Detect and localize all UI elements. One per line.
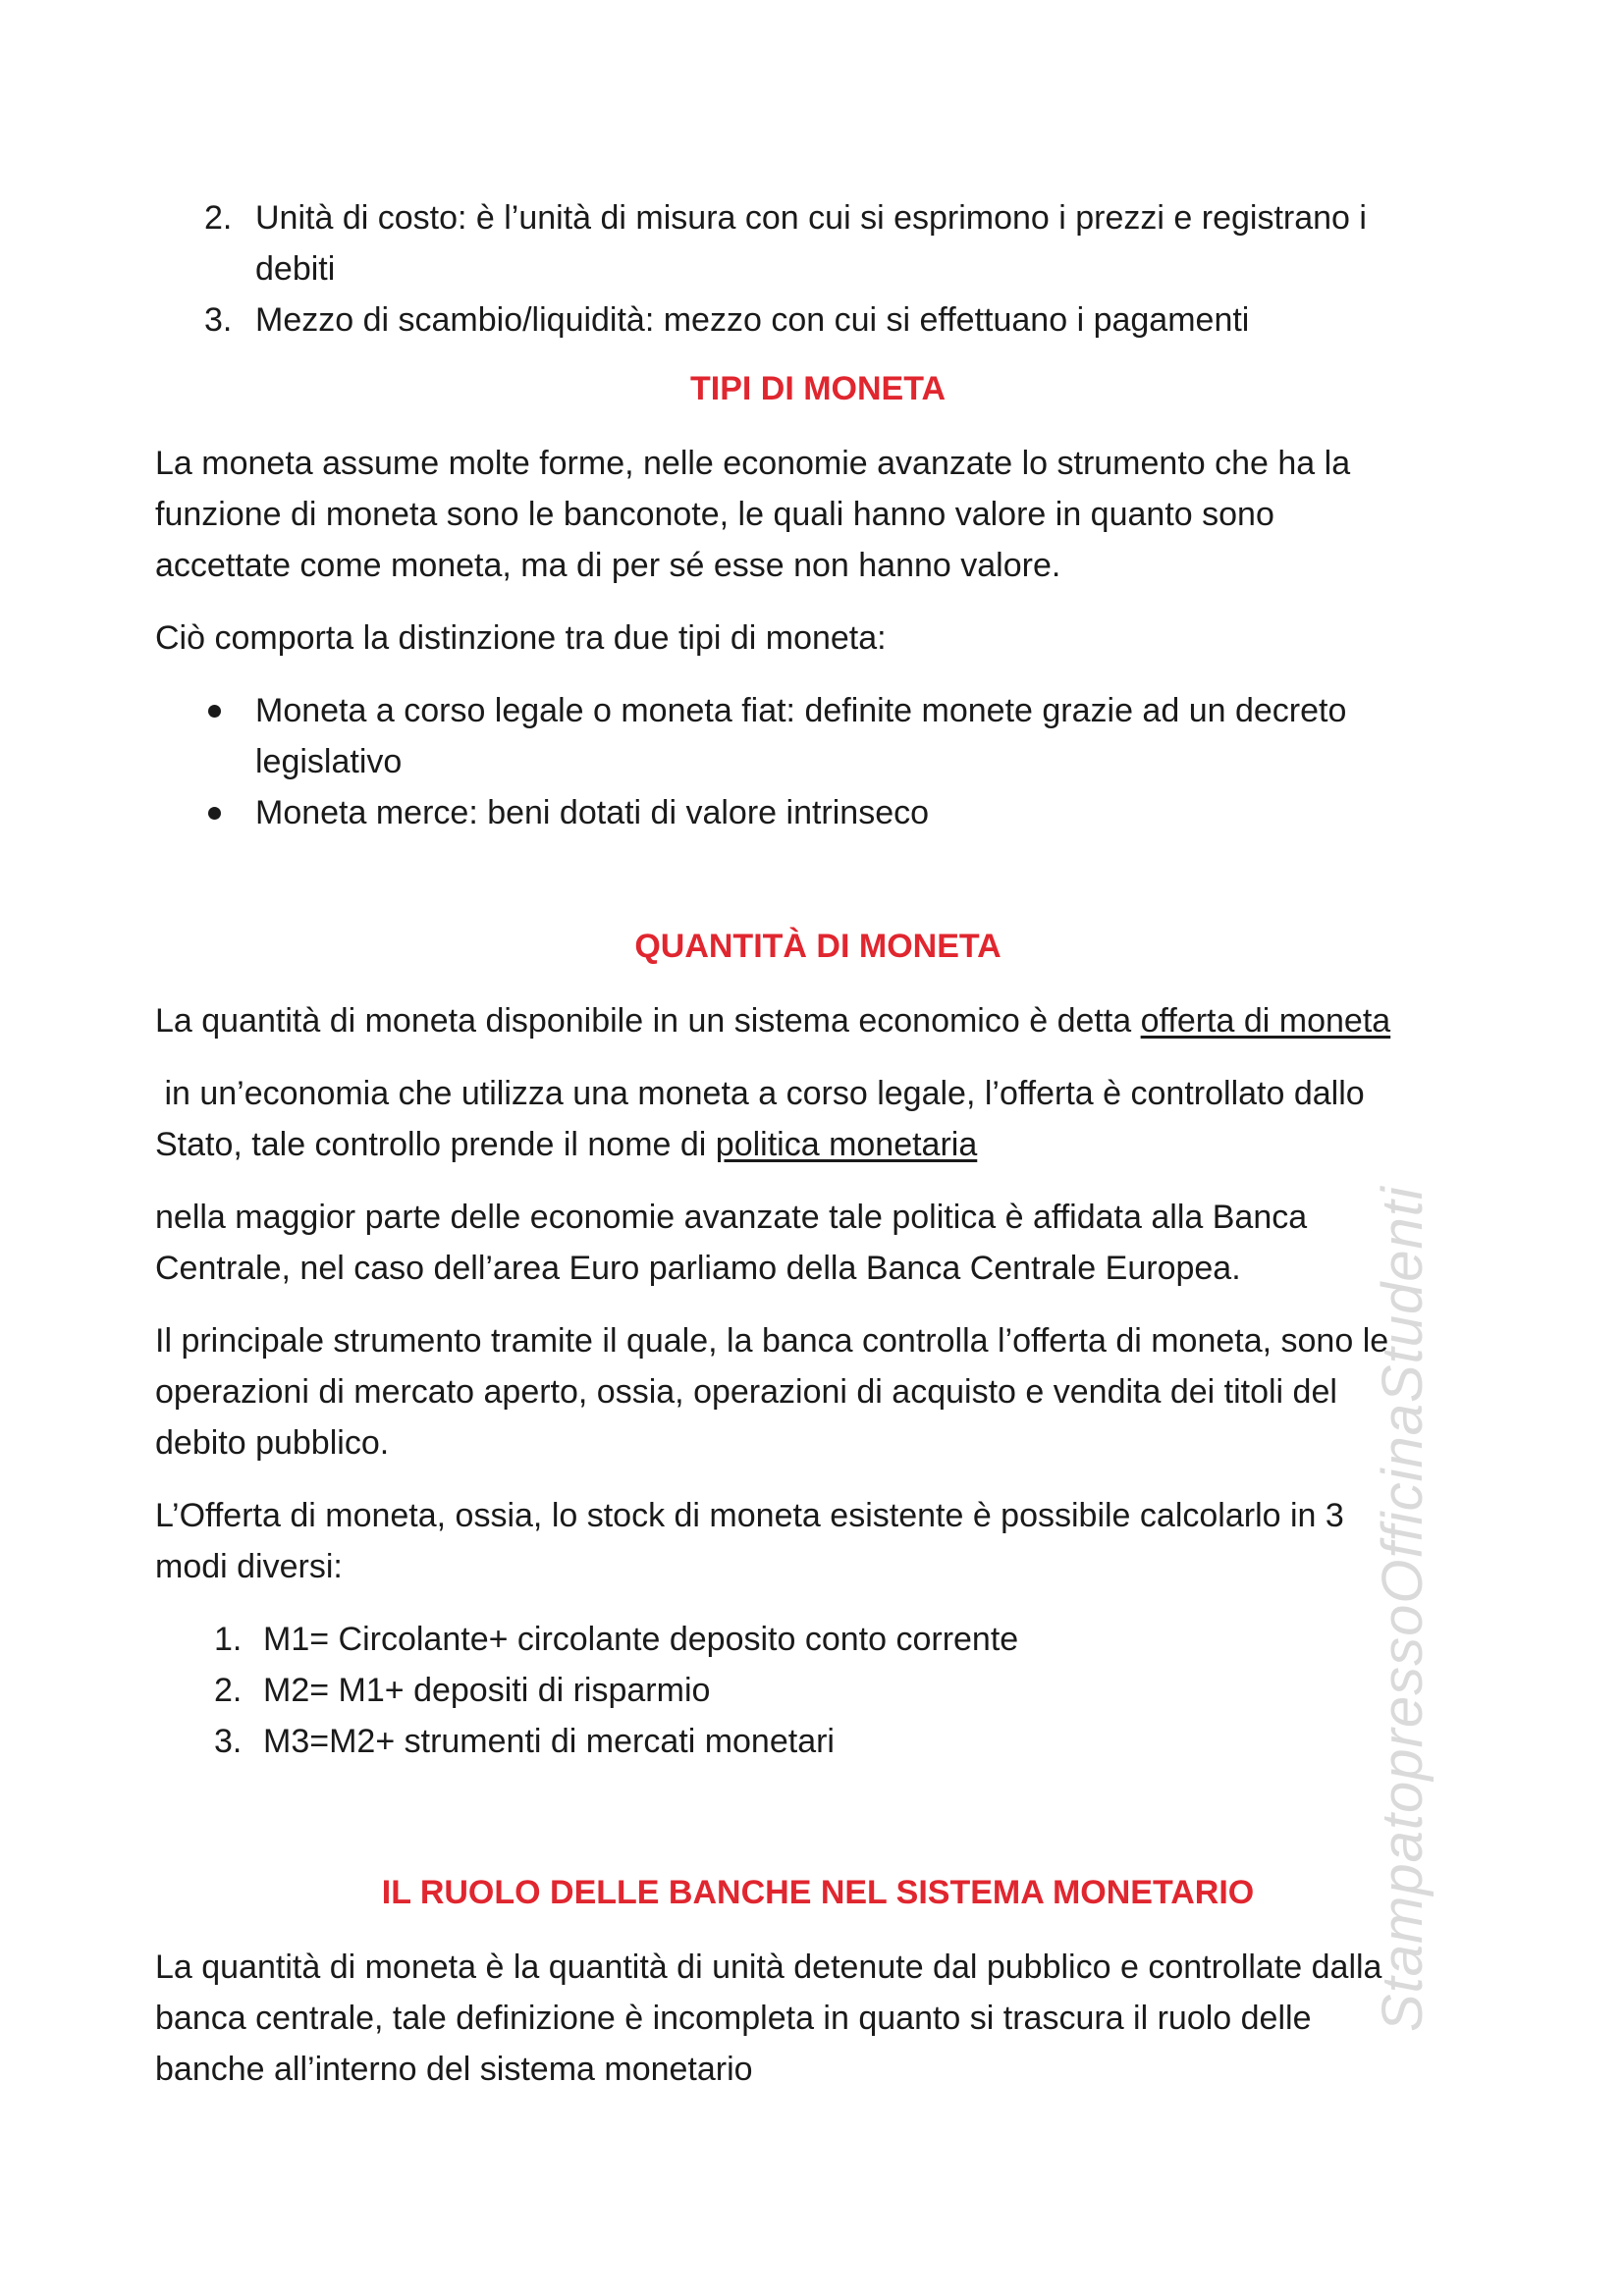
- paragraph-line: modi diversi:: [155, 1548, 343, 1585]
- list-item: [155, 1614, 1481, 1665]
- paragraph-line: nella maggior parte delle economie avanzate tale politica è affidata alla Banca: [155, 1199, 1308, 1236]
- list-marker: 3.: [204, 301, 233, 339]
- list-item: [155, 1665, 1481, 1716]
- list-marker: 2.: [214, 1672, 243, 1709]
- watermark: StampatopressoOfficinaStudenti: [1371, 1186, 1435, 2032]
- text-span: La quantità di moneta disponibile in un sistema economico è detta: [155, 1002, 1141, 1040]
- underlined-term: politica monetaria: [715, 1126, 978, 1163]
- list-item-line: legislativo: [255, 743, 403, 780]
- list-item: [155, 1716, 1481, 1767]
- list-item-line: M3=M2+ strumenti di mercati monetari: [263, 1723, 835, 1760]
- paragraph-line: banche all’interno del sistema monetario: [155, 2051, 753, 2088]
- paragraph: [155, 1192, 1481, 1294]
- paragraph-line: in un’economia che utilizza una moneta a corso legale, l’offerta è controllato dallo: [155, 1075, 1365, 1112]
- document-page: [155, 192, 1481, 2116]
- paragraph-line: debito pubblico.: [155, 1424, 390, 1462]
- list-item-line: Mezzo di scambio/liquidità: mezzo con cui si effettuano i pagamenti: [255, 301, 1250, 339]
- list-marker: 2.: [204, 199, 233, 237]
- section-heading-quantita: QUANTITÀ DI MONETA: [634, 928, 1001, 965]
- paragraph-line: banca centrale, tale definizione è incompleta in quanto si trascura il ruolo delle: [155, 2000, 1312, 2037]
- list-item-line: Moneta a corso legale o moneta fiat: definite monete grazie ad un decreto: [255, 692, 1347, 729]
- list-marker: 3.: [214, 1723, 243, 1760]
- list-item-line: Unità di costo: è l’unità di misura con cui si esprimono i prezzi e registrano i: [255, 199, 1367, 237]
- paragraph-line: Il principale strumento tramite il quale, la banca controlla l’offerta di moneta, sono le: [155, 1322, 1389, 1360]
- list-item-line: Moneta merce: beni dotati di valore intrinseco: [255, 794, 930, 831]
- list-marker: 1.: [214, 1621, 243, 1658]
- paragraph-line: L’Offerta di moneta, ossia, lo stock di moneta esistente è possibile calcolarlo in 3: [155, 1497, 1344, 1534]
- paragraph: [155, 1490, 1481, 1592]
- bullet-icon: [208, 705, 221, 718]
- paragraph-line: [155, 995, 1481, 1046]
- paragraph: [155, 1315, 1481, 1468]
- section-heading-tipi: TIPI DI MONETA: [689, 370, 947, 407]
- bullet-icon: [208, 807, 221, 820]
- underlined-term: offerta di moneta: [1140, 1002, 1391, 1040]
- paragraph-line: funzione di moneta sono le banconote, le quali hanno valore in quanto sono: [155, 496, 1274, 533]
- paragraph: [155, 1942, 1481, 2095]
- list-item: [155, 685, 1481, 787]
- bullet-list: [155, 685, 1481, 838]
- paragraph: [155, 995, 1481, 1046]
- list-item: [155, 294, 1481, 346]
- list-item-line: M1= Circolante+ circolante deposito conto corrente: [263, 1621, 1019, 1658]
- list-item: [155, 192, 1481, 294]
- numbered-list: [155, 1614, 1481, 1767]
- list-item-line: M2= M1+ depositi di risparmio: [263, 1672, 711, 1709]
- paragraph-line: Centrale, nel caso dell’area Euro parliamo della Banca Centrale Europea.: [155, 1250, 1241, 1287]
- paragraph-line: La moneta assume molte forme, nelle economie avanzate lo strumento che ha la: [155, 445, 1351, 482]
- section-heading-ruolo-banche: IL RUOLO DELLE BANCHE NEL SISTEMA MONETARIO: [381, 1874, 1255, 1911]
- paragraph: [155, 438, 1481, 591]
- paragraph: [155, 613, 1481, 664]
- text-span: Stato, tale controllo prende il nome di: [155, 1126, 716, 1163]
- paragraph-line: accettate come moneta, ma di per sé esse non hanno valore.: [155, 547, 1061, 584]
- paragraph-line: Ciò comporta la distinzione tra due tipi di moneta:: [155, 619, 887, 657]
- list-item-line: debiti: [255, 250, 336, 288]
- paragraph-line: La quantità di moneta è la quantità di unità detenute dal pubblico e controllate dalla: [155, 1949, 1382, 1986]
- intro-numbered-list: [155, 192, 1481, 346]
- paragraph: [155, 1068, 1481, 1170]
- list-item: [155, 787, 1481, 838]
- paragraph-line: operazioni di mercato aperto, ossia, operazioni di acquisto e vendita dei titoli del: [155, 1373, 1337, 1411]
- paragraph-line: [155, 1119, 1481, 1170]
